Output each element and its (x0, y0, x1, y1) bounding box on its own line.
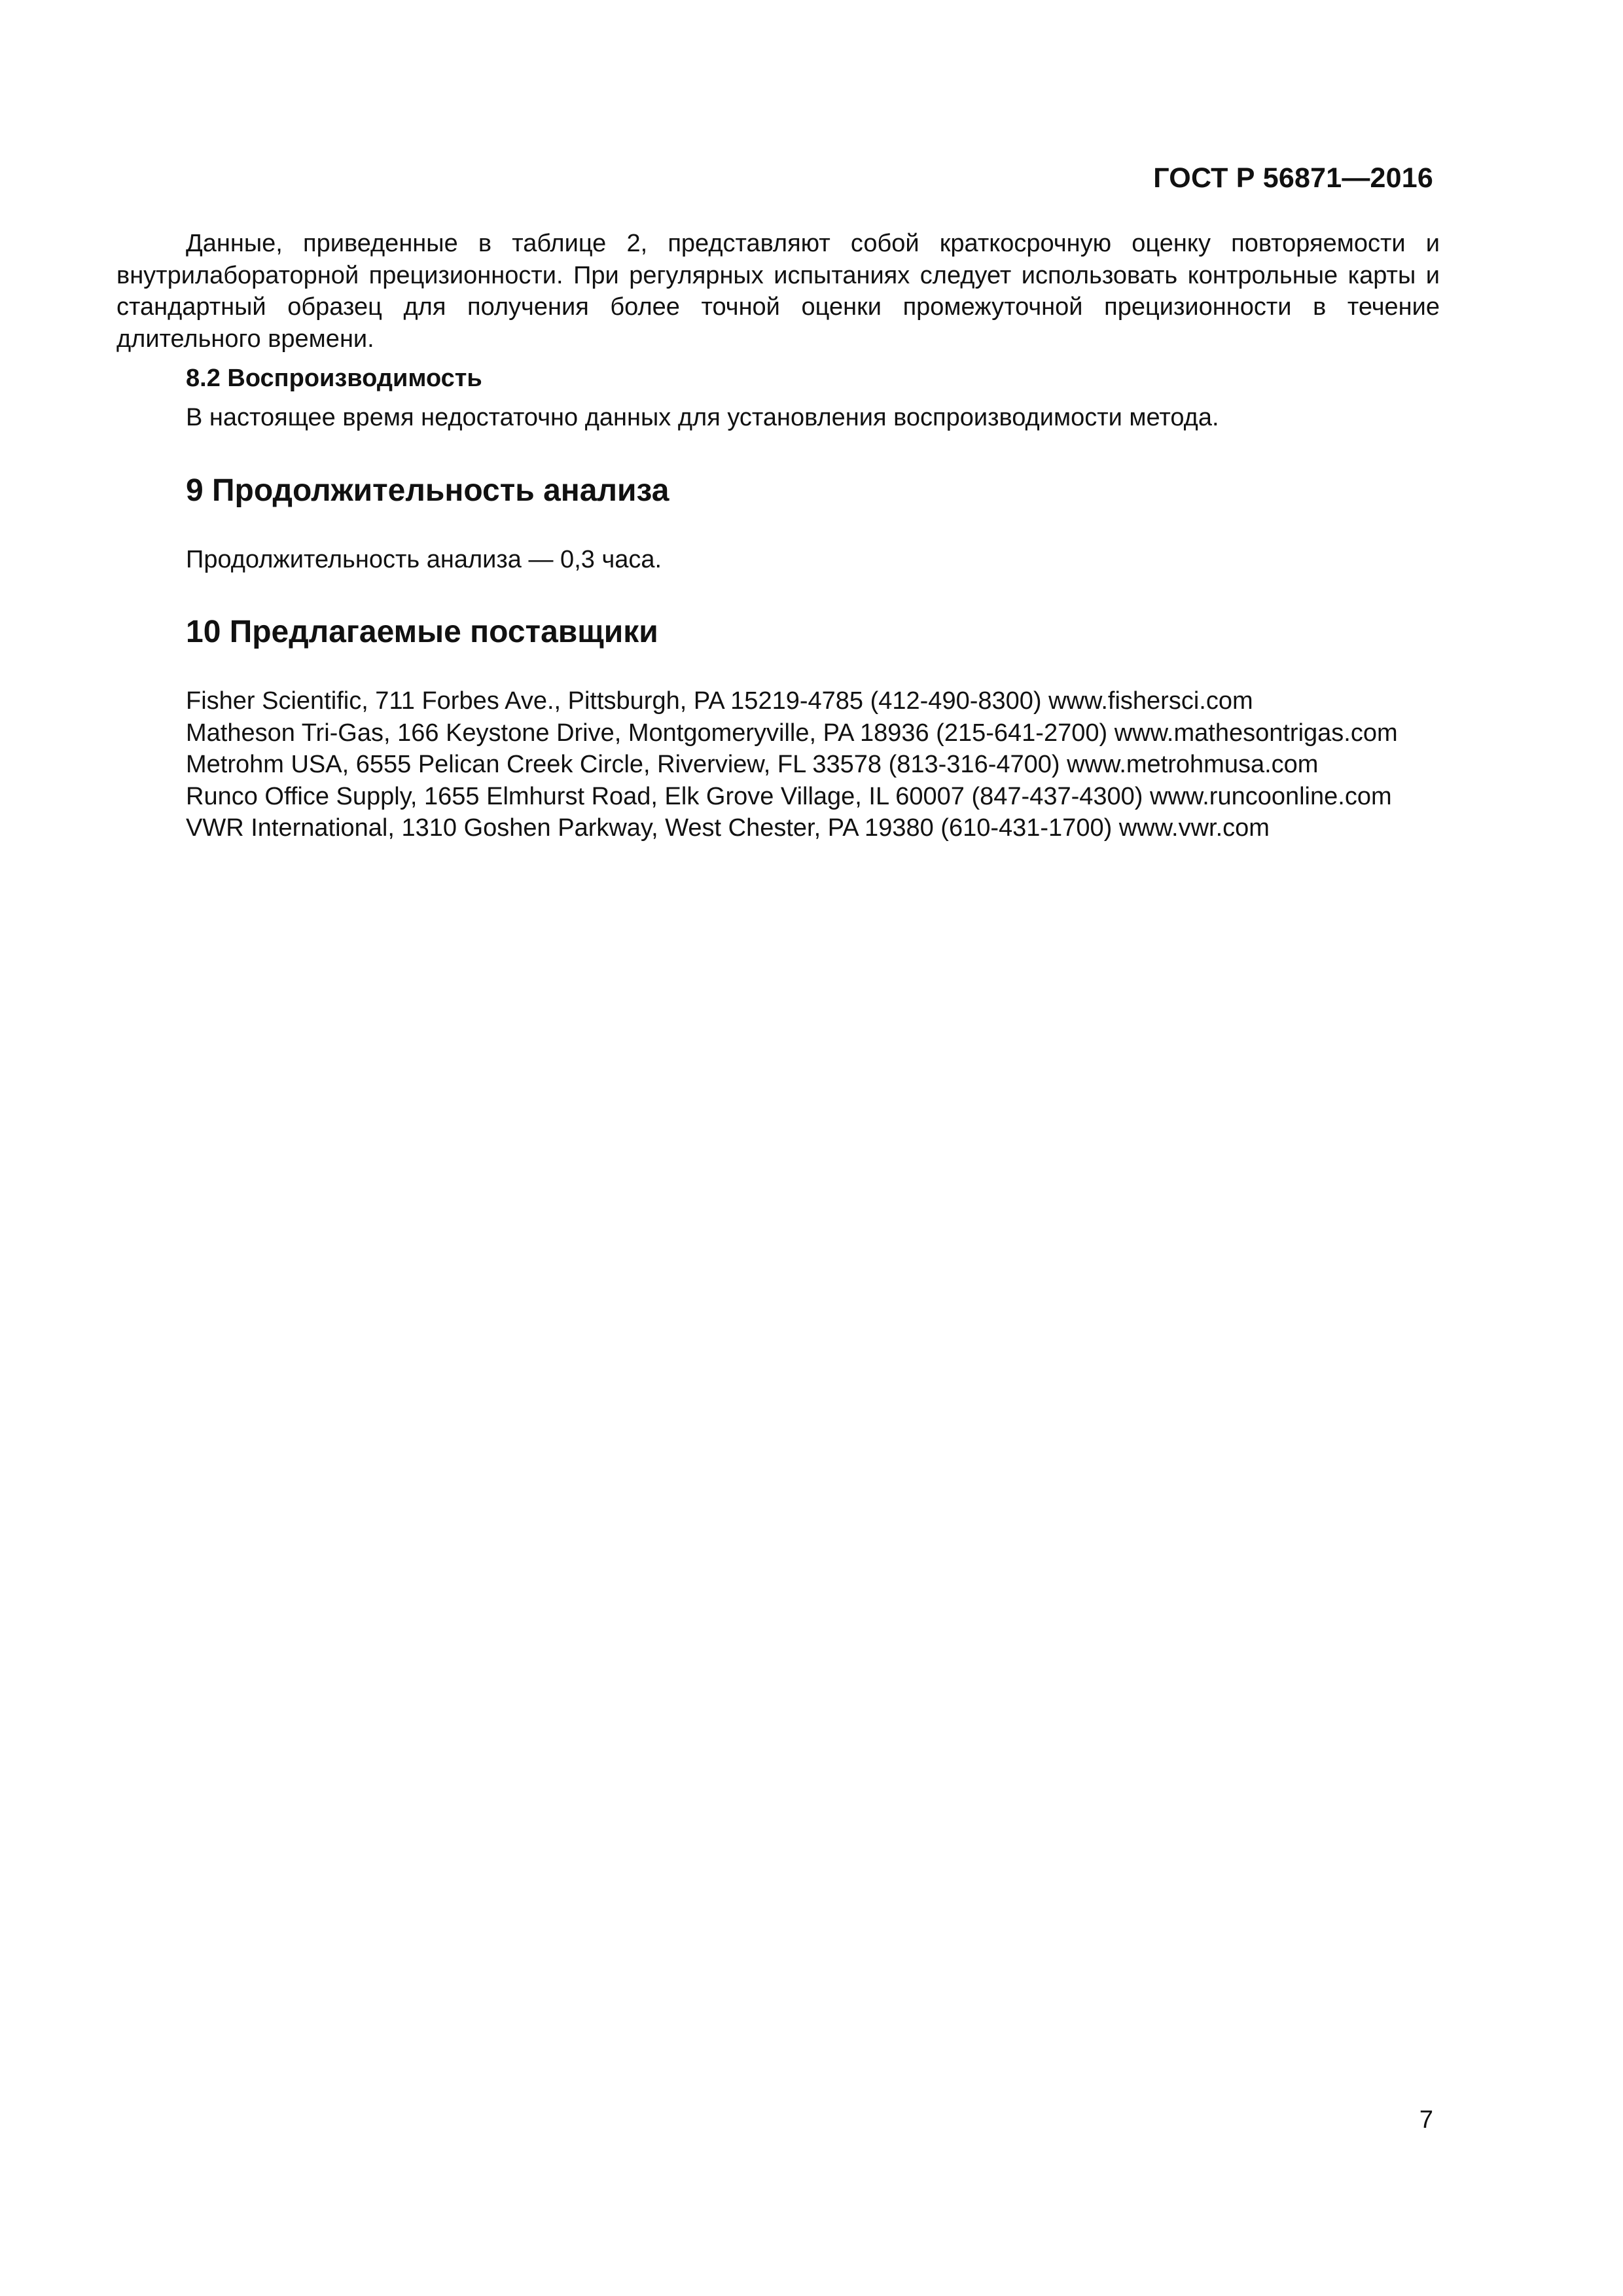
supplier-item: Fisher Scientific, 711 Forbes Ave., Pittsburgh, PA 15219-4785 (412-490-8300) www.fishersci.com (186, 687, 1253, 715)
intro-paragraph: Данные, приведенные в таблице 2, представляют собой краткосрочную оценку повторяемости и внутрилабораторной прецизионности. При регулярных испытаниях следует использовать контрольные карты и стандартный образец для получения более точной оценки промежуточной прецизионности в течение длительного времени. (116, 230, 1440, 353)
section-9-heading: 9 Продолжительность анализа (186, 473, 669, 508)
section-8-2-text: В настоящее время недостаточно данных для установления воспроизводимости метода. (186, 404, 1219, 431)
section-10-heading: 10 Предлагаемые поставщики (186, 615, 658, 649)
section-9-text: Продолжительность анализа — 0,3 часа. (186, 545, 662, 573)
section-9-body (116, 544, 1440, 576)
page-number: 7 (1419, 2106, 1433, 2134)
page-content (116, 228, 1440, 844)
document-code-header: ГОСТ Р 56871—2016 (1153, 162, 1433, 194)
supplier-item: Metrohm USA, 6555 Pelican Creek Circle, Riverview, FL 33578 (813-316-4700) www.metrohmusa.com (186, 751, 1319, 778)
supplier-item: Runco Office Supply, 1655 Elmhurst Road, Elk Grove Village, IL 60007 (847-437-4300) www.runcoonline.com (186, 782, 1392, 810)
section-8-2-heading: 8.2 Воспроизводимость (186, 365, 482, 392)
supplier-item: VWR International, 1310 Goshen Parkway, West Chester, PA 19380 (610-431-1700) www.vwr.com (186, 814, 1270, 842)
suppliers-list (116, 685, 1440, 844)
supplier-item: Matheson Tri-Gas, 166 Keystone Drive, Montgomeryville, PA 18936 (215-641-2700) www.mathesontrigas.com (186, 719, 1398, 747)
